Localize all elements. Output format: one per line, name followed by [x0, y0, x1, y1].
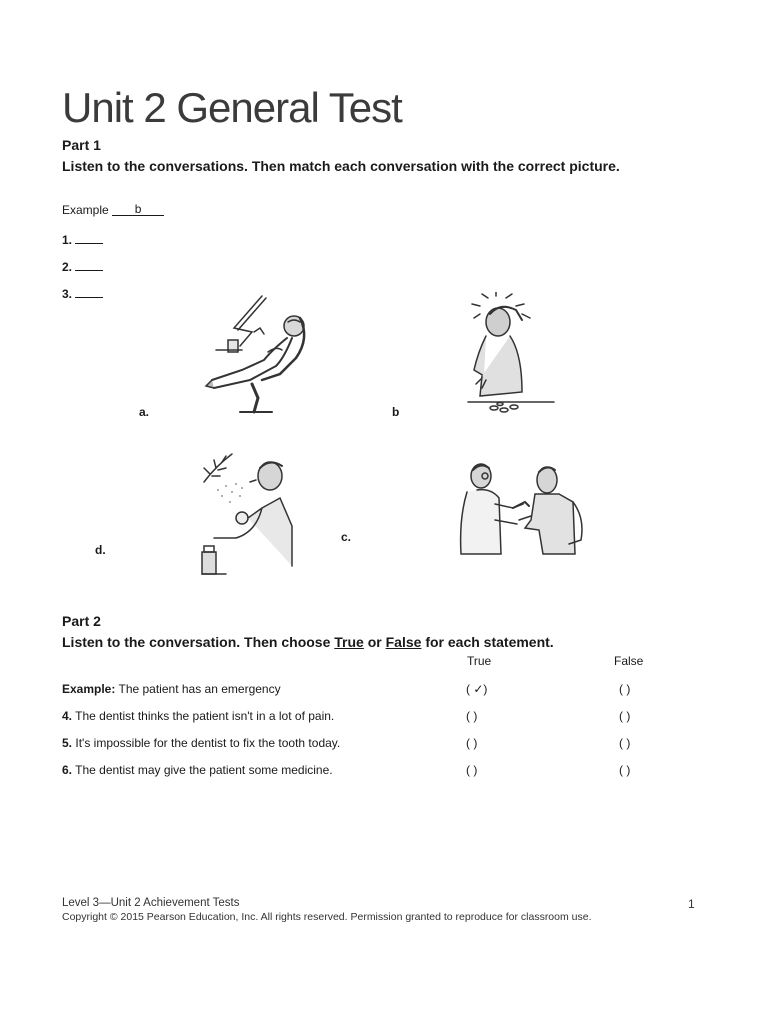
picture-a-dentist-chair [192, 288, 324, 416]
answer-blank[interactable] [75, 285, 103, 298]
item-number: 1. [62, 233, 73, 247]
statement-number: 5. [62, 736, 73, 750]
part1-heading: Part 1 [62, 137, 101, 153]
part1-item-3 [62, 285, 103, 301]
example-answer: b [134, 202, 142, 216]
true-choice[interactable]: ( ) [466, 763, 478, 777]
statement-text: The dentist may give the patient some medicine. [75, 763, 333, 777]
column-header-false: False [614, 654, 644, 668]
statement-number: 4. [62, 709, 73, 723]
true-choice: ( ✓) [466, 682, 488, 696]
statement-row-example [62, 682, 281, 696]
statement-text: It's impossible for the dentist to fix the tooth today. [75, 736, 341, 750]
example-answer-blank [112, 203, 164, 216]
part1-item-2 [62, 258, 103, 274]
false-choice[interactable]: ( ) [619, 736, 631, 750]
example-label: Example [62, 203, 109, 217]
footer-copyright: Copyright © 2015 Pearson Education, Inc. All rights reserved. Permission granted to reproduce for classroom use. [62, 911, 592, 923]
picture-c-label: c. [341, 530, 352, 544]
statement-row-4 [62, 709, 334, 723]
item-number: 3. [62, 287, 73, 301]
or-word: or [363, 634, 386, 650]
part1-instruction: Listen to the conversations. Then match each conversation with the correct picture. [62, 158, 620, 174]
column-header-true: True [467, 654, 492, 668]
answer-blank[interactable] [75, 231, 103, 244]
picture-c-doctor-patient [455, 458, 591, 556]
statement-row-6 [62, 763, 333, 777]
picture-a-label: a. [139, 405, 150, 419]
statement-number: 6. [62, 763, 73, 777]
part1-example [62, 203, 164, 217]
picture-b-label: b [392, 405, 400, 419]
true-choice[interactable]: ( ) [466, 709, 478, 723]
part1-item-1 [62, 231, 103, 247]
part2-heading: Part 2 [62, 613, 101, 629]
item-number: 2. [62, 260, 73, 274]
false-choice[interactable]: ( ) [619, 763, 631, 777]
true-choice[interactable]: ( ) [466, 736, 478, 750]
picture-d-allergy [196, 446, 296, 578]
statement-text: The dentist thinks the patient isn't in a lot of pain. [75, 709, 335, 723]
false-choice[interactable]: ( ) [619, 709, 631, 723]
statement-row-5 [62, 736, 340, 750]
false-choice: ( ) [619, 682, 631, 696]
page-title: Unit 2 General Test [62, 84, 402, 131]
picture-d-label: d. [95, 543, 106, 557]
part2-instruction [62, 634, 554, 650]
footer-level: Level 3—Unit 2 Achievement Tests [62, 897, 240, 909]
true-word: True [334, 634, 364, 650]
picture-b-headache [460, 292, 556, 416]
false-word: False [385, 634, 422, 650]
statement-text: The patient has an emergency [118, 682, 281, 696]
page-number: 1 [688, 897, 695, 911]
instruction-post: for each statement. [421, 634, 554, 650]
instruction-pre: Listen to the conversation. Then choose [62, 634, 335, 650]
statement-number: Example: [62, 682, 116, 696]
answer-blank[interactable] [75, 258, 103, 271]
